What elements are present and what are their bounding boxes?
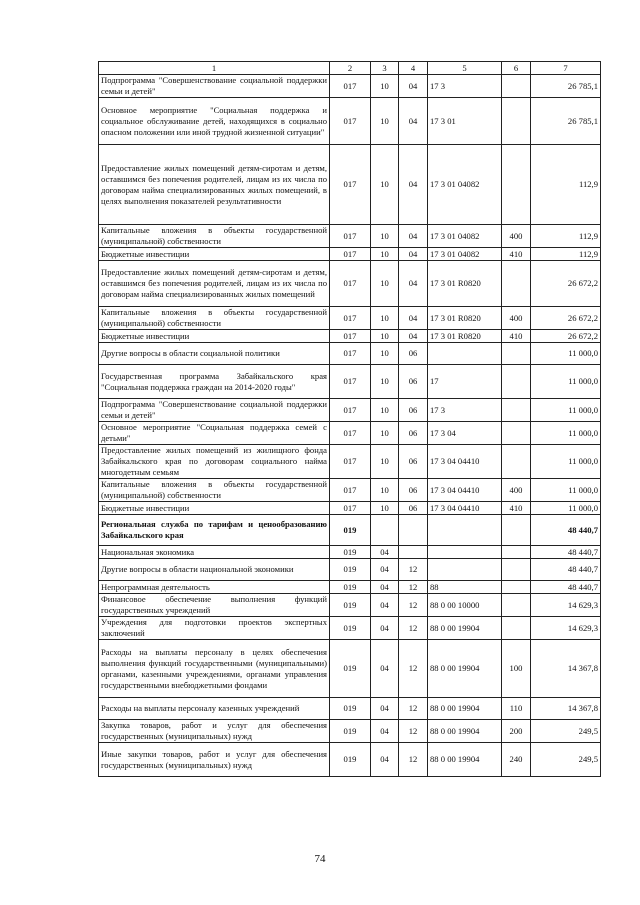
row-name-cell: Иные закупки товаров, работ и услуг для обеспечения государственных (муниципальных) нужд: [99, 743, 330, 777]
expense-type-cell: 200: [502, 720, 531, 743]
expense-type-cell: [502, 261, 531, 307]
amount-cell: 249,5: [531, 743, 601, 777]
table-row: [99, 502, 601, 515]
amount-cell: 249,5: [531, 720, 601, 743]
target-article-cell: 17 3: [428, 399, 502, 422]
expense-type-cell: 240: [502, 743, 531, 777]
admin-code-cell: 019: [330, 546, 371, 559]
subsection-code-cell: 04: [399, 261, 428, 307]
table-row: [99, 98, 601, 145]
table-row: [99, 546, 601, 559]
table-row: [99, 307, 601, 330]
row-name-cell: Другие вопросы в области социальной политики: [99, 343, 330, 365]
table-row: [99, 225, 601, 248]
target-article-cell: 17: [428, 365, 502, 399]
target-article-cell: 17 3 04 04410: [428, 502, 502, 515]
table-row: [99, 617, 601, 640]
admin-code-cell: 019: [330, 720, 371, 743]
target-article-cell: 17 3 01 R0820: [428, 307, 502, 330]
amount-cell: 14 367,8: [531, 640, 601, 698]
admin-code-cell: 017: [330, 422, 371, 445]
table-row: [99, 581, 601, 594]
subsection-code-cell: 12: [399, 743, 428, 777]
target-article-cell: 88 0 00 19904: [428, 743, 502, 777]
column-header: 2: [330, 62, 371, 75]
target-article-cell: 88 0 00 19904: [428, 640, 502, 698]
row-name-cell: Предоставление жилых помещений детям-сиротам и детям, оставшимся без попечения родителей, лицам из их числа по договорам найма специализированных жилых помещений, в целях выполнения показателей результативности: [99, 145, 330, 225]
amount-cell: 112,9: [531, 145, 601, 225]
subsection-code-cell: 04: [399, 225, 428, 248]
amount-cell: 48 440,7: [531, 515, 601, 546]
expense-type-cell: 100: [502, 640, 531, 698]
table-row: [99, 743, 601, 777]
section-code-cell: 10: [371, 399, 399, 422]
target-article-cell: [428, 343, 502, 365]
row-name-cell: Закупка товаров, работ и услуг для обеспечения государственных (муниципальных) нужд: [99, 720, 330, 743]
amount-cell: 14 629,3: [531, 594, 601, 617]
row-name-cell: Предоставление жилых помещений детям-сиротам и детям, оставшимся без попечения родителей, лицам из их числа по договорам найма специализированных жилых помещений: [99, 261, 330, 307]
target-article-cell: [428, 515, 502, 546]
admin-code-cell: 017: [330, 261, 371, 307]
admin-code-cell: 017: [330, 75, 371, 98]
subsection-code-cell: 06: [399, 343, 428, 365]
row-name-cell: Бюджетные инвестиции: [99, 248, 330, 261]
expense-type-cell: [502, 145, 531, 225]
subsection-code-cell: 06: [399, 399, 428, 422]
row-name-cell: Бюджетные инвестиции: [99, 502, 330, 515]
section-code-cell: 10: [371, 225, 399, 248]
subsection-code-cell: 06: [399, 445, 428, 479]
admin-code-cell: 019: [330, 581, 371, 594]
table-row: [99, 422, 601, 445]
subsection-code-cell: 06: [399, 502, 428, 515]
subsection-code-cell: 12: [399, 617, 428, 640]
table-row: [99, 559, 601, 581]
admin-code-cell: 017: [330, 445, 371, 479]
admin-code-cell: 019: [330, 743, 371, 777]
table-row: [99, 479, 601, 502]
row-name-cell: Государственная программа Забайкальского края "Социальная поддержка граждан на 2014-2020 годы": [99, 365, 330, 399]
expense-type-cell: [502, 515, 531, 546]
target-article-cell: 17 3: [428, 75, 502, 98]
subsection-code-cell: 06: [399, 365, 428, 399]
amount-cell: 48 440,7: [531, 581, 601, 594]
amount-cell: 11 000,0: [531, 365, 601, 399]
admin-code-cell: 017: [330, 225, 371, 248]
row-name-cell: Основное мероприятие "Социальная поддержка семей с детьми": [99, 422, 330, 445]
amount-cell: 14 629,3: [531, 617, 601, 640]
amount-cell: 112,9: [531, 248, 601, 261]
expense-type-cell: [502, 546, 531, 559]
admin-code-cell: 019: [330, 594, 371, 617]
subsection-code-cell: 12: [399, 559, 428, 581]
row-name-cell: Непрограммная деятельность: [99, 581, 330, 594]
table-row: [99, 365, 601, 399]
row-name-cell: Другие вопросы в области национальной экономики: [99, 559, 330, 581]
row-name-cell: Предоставление жилых помещений из жилищного фонда Забайкальского края по договорам социального найма многодетным семьям: [99, 445, 330, 479]
row-name-cell: Бюджетные инвестиции: [99, 330, 330, 343]
expense-type-cell: 400: [502, 225, 531, 248]
subsection-code-cell: 04: [399, 75, 428, 98]
section-code-cell: 10: [371, 343, 399, 365]
table-row: [99, 445, 601, 479]
subsection-code-cell: 06: [399, 422, 428, 445]
subsection-code-cell: 04: [399, 307, 428, 330]
section-code-cell: 10: [371, 261, 399, 307]
row-name-cell: Расходы на выплаты персоналу казенных учреждений: [99, 698, 330, 720]
expense-type-cell: [502, 559, 531, 581]
row-name-cell: Основное мероприятие "Социальная поддержка и социальное обслуживание детей, находящихся в социально опасном положении или иной трудной жизненной ситуации": [99, 98, 330, 145]
admin-code-cell: 017: [330, 145, 371, 225]
column-header: 7: [531, 62, 601, 75]
admin-code-cell: 017: [330, 502, 371, 515]
expense-type-cell: [502, 422, 531, 445]
expense-type-cell: [502, 365, 531, 399]
subsection-code-cell: 12: [399, 698, 428, 720]
subsection-code-cell: 12: [399, 581, 428, 594]
expense-type-cell: [502, 594, 531, 617]
budget-table: [98, 61, 601, 777]
section-code-cell: 04: [371, 698, 399, 720]
target-article-cell: 88: [428, 581, 502, 594]
subsection-code-cell: [399, 515, 428, 546]
row-name-cell: Расходы на выплаты персоналу в целях обеспечения выполнения функций государственными (муниципальными) органами, казенными учреждениями, органами управления государственными внебюджетными фондами: [99, 640, 330, 698]
section-code-cell: 04: [371, 546, 399, 559]
target-article-cell: 17 3 01 R0820: [428, 330, 502, 343]
admin-code-cell: 017: [330, 248, 371, 261]
row-name-cell: Национальная экономика: [99, 546, 330, 559]
page-number: 74: [314, 853, 326, 865]
expense-type-cell: 410: [502, 502, 531, 515]
expense-type-cell: 400: [502, 307, 531, 330]
amount-cell: 26 785,1: [531, 98, 601, 145]
section-code-cell: 04: [371, 743, 399, 777]
admin-code-cell: 019: [330, 640, 371, 698]
column-header: 6: [502, 62, 531, 75]
table-header-row: [99, 62, 601, 75]
admin-code-cell: 017: [330, 307, 371, 330]
section-code-cell: 10: [371, 479, 399, 502]
expense-type-cell: 410: [502, 248, 531, 261]
admin-code-cell: 017: [330, 330, 371, 343]
expense-type-cell: 110: [502, 698, 531, 720]
table-row: [99, 145, 601, 225]
section-code-cell: 10: [371, 445, 399, 479]
expense-type-cell: [502, 617, 531, 640]
subsection-code-cell: [399, 546, 428, 559]
section-code-cell: 04: [371, 617, 399, 640]
section-code-cell: 10: [371, 330, 399, 343]
subsection-code-cell: 12: [399, 720, 428, 743]
section-code-cell: 10: [371, 365, 399, 399]
table-row: [99, 399, 601, 422]
row-name-cell: Капитальные вложения в объекты государственной (муниципальной) собственности: [99, 225, 330, 248]
table-row: [99, 698, 601, 720]
table-row: [99, 261, 601, 307]
admin-code-cell: 019: [330, 698, 371, 720]
target-article-cell: 17 3 01 R0820: [428, 261, 502, 307]
section-code-cell: 10: [371, 307, 399, 330]
row-name-cell: Региональная служба по тарифам и ценообразованию Забайкальского края: [99, 515, 330, 546]
section-code-cell: 10: [371, 422, 399, 445]
section-code-cell: 10: [371, 248, 399, 261]
section-code-cell: 04: [371, 559, 399, 581]
subsection-code-cell: 04: [399, 248, 428, 261]
amount-cell: 26 672,2: [531, 330, 601, 343]
subsection-code-cell: 04: [399, 145, 428, 225]
target-article-cell: 17 3 04 04410: [428, 479, 502, 502]
amount-cell: 11 000,0: [531, 399, 601, 422]
section-code-cell: 04: [371, 581, 399, 594]
admin-code-cell: 017: [330, 343, 371, 365]
table-row: [99, 515, 601, 546]
row-name-cell: Учреждения для подготовки проектов экспертных заключений: [99, 617, 330, 640]
section-code-cell: 10: [371, 145, 399, 225]
row-name-cell: Капитальные вложения в объекты государственной (муниципальной) собственности: [99, 479, 330, 502]
amount-cell: 26 672,2: [531, 307, 601, 330]
section-code-cell: 04: [371, 640, 399, 698]
admin-code-cell: 019: [330, 515, 371, 546]
row-name-cell: Подпрограмма "Совершенствование социальной поддержки семьи и детей": [99, 399, 330, 422]
amount-cell: 112,9: [531, 225, 601, 248]
expense-type-cell: 400: [502, 479, 531, 502]
section-code-cell: [371, 515, 399, 546]
section-code-cell: 04: [371, 594, 399, 617]
expense-type-cell: [502, 98, 531, 145]
target-article-cell: 88 0 00 10000: [428, 594, 502, 617]
expense-type-cell: 410: [502, 330, 531, 343]
amount-cell: 48 440,7: [531, 559, 601, 581]
column-header: 1: [99, 62, 330, 75]
target-article-cell: 17 3 04 04410: [428, 445, 502, 479]
amount-cell: 11 000,0: [531, 479, 601, 502]
admin-code-cell: 017: [330, 479, 371, 502]
amount-cell: 11 000,0: [531, 445, 601, 479]
admin-code-cell: 019: [330, 617, 371, 640]
column-header: 5: [428, 62, 502, 75]
target-article-cell: [428, 559, 502, 581]
target-article-cell: 88 0 00 19904: [428, 720, 502, 743]
table-row: [99, 248, 601, 261]
column-header: 3: [371, 62, 399, 75]
admin-code-cell: 017: [330, 365, 371, 399]
row-name-cell: Капитальные вложения в объекты государственной (муниципальной) собственности: [99, 307, 330, 330]
amount-cell: 14 367,8: [531, 698, 601, 720]
table-row: [99, 720, 601, 743]
target-article-cell: 17 3 01 04082: [428, 145, 502, 225]
subsection-code-cell: 12: [399, 594, 428, 617]
expense-type-cell: [502, 75, 531, 98]
amount-cell: 26 672,2: [531, 261, 601, 307]
admin-code-cell: 017: [330, 399, 371, 422]
expense-type-cell: [502, 399, 531, 422]
target-article-cell: 17 3 01: [428, 98, 502, 145]
expense-type-cell: [502, 445, 531, 479]
subsection-code-cell: 12: [399, 640, 428, 698]
row-name-cell: Финансовое обеспечение выполнения функций государственных учреждений: [99, 594, 330, 617]
expense-type-cell: [502, 343, 531, 365]
table-row: [99, 343, 601, 365]
amount-cell: 11 000,0: [531, 502, 601, 515]
target-article-cell: 88 0 00 19904: [428, 698, 502, 720]
target-article-cell: 17 3 01 04082: [428, 225, 502, 248]
subsection-code-cell: 06: [399, 479, 428, 502]
table-row: [99, 330, 601, 343]
admin-code-cell: 019: [330, 559, 371, 581]
section-code-cell: 10: [371, 98, 399, 145]
column-header: 4: [399, 62, 428, 75]
table-row: [99, 75, 601, 98]
row-name-cell: Подпрограмма "Совершенствование социальной поддержки семьи и детей": [99, 75, 330, 98]
amount-cell: 48 440,7: [531, 546, 601, 559]
section-code-cell: 04: [371, 720, 399, 743]
target-article-cell: 17 3 04: [428, 422, 502, 445]
section-code-cell: 10: [371, 75, 399, 98]
subsection-code-cell: 04: [399, 98, 428, 145]
expense-type-cell: [502, 581, 531, 594]
target-article-cell: 17 3 01 04082: [428, 248, 502, 261]
subsection-code-cell: 04: [399, 330, 428, 343]
table-row: [99, 594, 601, 617]
amount-cell: 11 000,0: [531, 343, 601, 365]
target-article-cell: 88 0 00 19904: [428, 617, 502, 640]
admin-code-cell: 017: [330, 98, 371, 145]
amount-cell: 26 785,1: [531, 75, 601, 98]
table-row: [99, 640, 601, 698]
amount-cell: 11 000,0: [531, 422, 601, 445]
target-article-cell: [428, 546, 502, 559]
section-code-cell: 10: [371, 502, 399, 515]
